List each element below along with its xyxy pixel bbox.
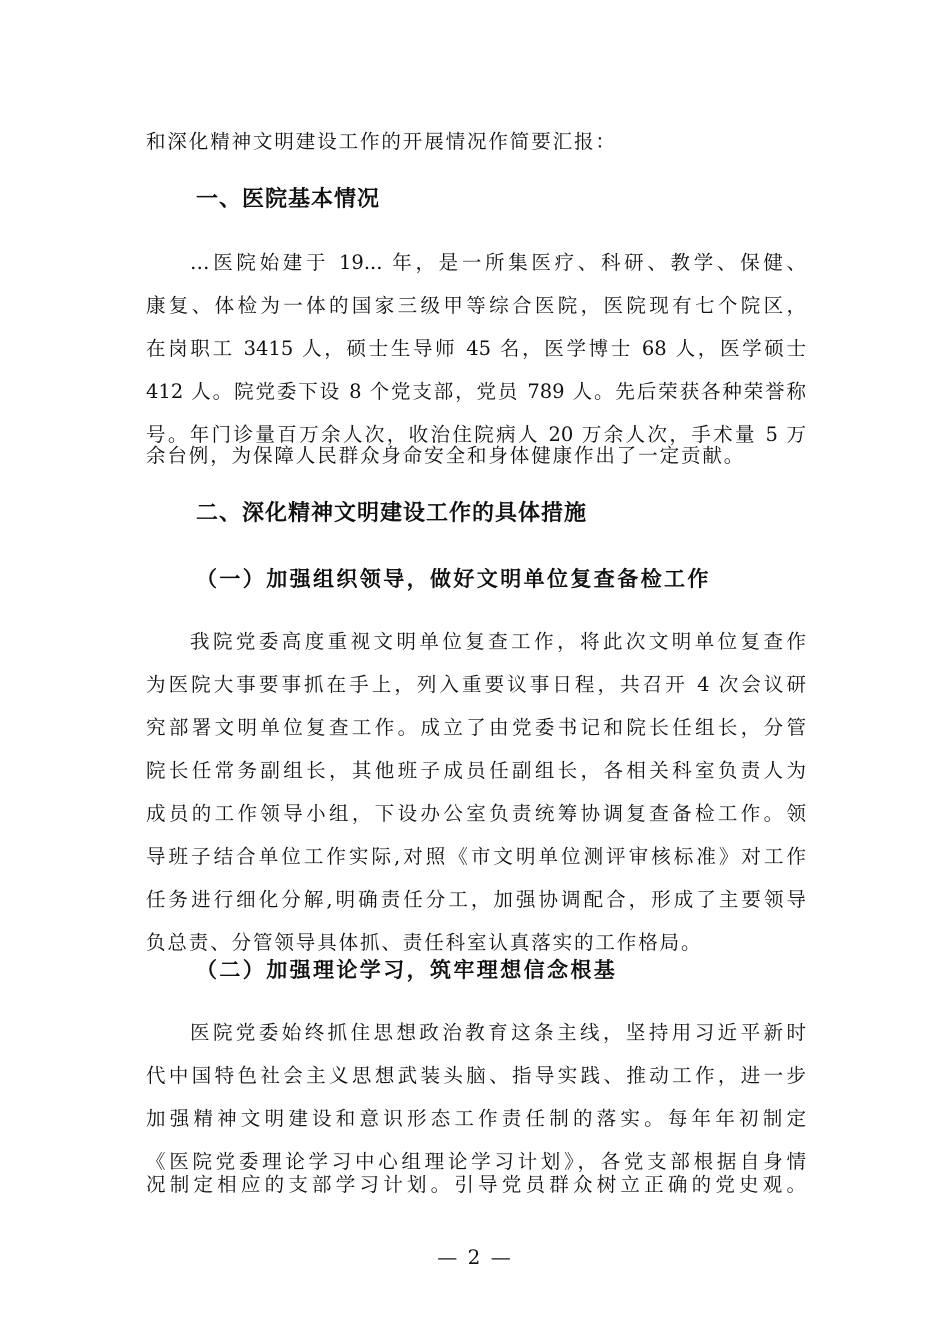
paragraph-line: 康复、体检为一体的国家三级甲等综合医院，医院现有七个院区， — [146, 294, 806, 317]
paragraph-line: 医院党委始终抓住思想政治教育这条主线，坚持用习近平新时 — [190, 1021, 806, 1044]
paragraph-line: 导班子结合单位工作实际,对照《市文明单位测评审核标准》对工作 — [146, 845, 806, 868]
subsection-heading-theory-study: （二）加强理论学习，筑牢理想信念根基 — [196, 957, 618, 982]
paragraph-line: 成员的工作领导小组，下设办公室负责统筹协调复查备检工作。领 — [146, 802, 806, 825]
subsection-heading-organization: （一）加强组织领导，做好文明单位复查备检工作 — [196, 566, 711, 591]
paragraph-line: 加强精神文明建设和意识形态工作责任制的落实。每年年初制定 — [146, 1107, 806, 1130]
paragraph-line: 况制定相应的支部学习计划。引导党员群众树立正确的党史观。 — [146, 1173, 806, 1196]
paragraph-line: 号。年门诊量百万余人次，收治住院病人 20 万余人次，手术量 5 万 — [146, 423, 806, 446]
page-number: — 2 — — [437, 1245, 513, 1269]
paragraph-line: 究部署文明单位复查工作。成立了由党委书记和院长任组长，分管 — [146, 716, 806, 739]
paragraph-line: 任务进行细化分解,明确责任分工，加强协调配合，形成了主要领导 — [146, 888, 806, 911]
section-heading-measures: 二、深化精神文明建设工作的具体措施 — [196, 501, 588, 526]
paragraph-line: 代中国特色社会主义思想武装头脑、指导实践、推动工作，进一步 — [146, 1064, 806, 1087]
paragraph-line: 为医院大事要事抓在手上，列入重要议事日程，共召开 4 次会议研 — [146, 673, 806, 696]
paragraph-line: 余台例，为保障人民群众身命安全和身体健康作出了一定贡献。 — [146, 444, 746, 467]
paragraph-line: 412 人。院党委下设 8 个党支部，党员 789 人。先后荣获各种荣誉称 — [146, 380, 806, 403]
intro-text: 和深化精神文明建设工作的开展情况作简要汇报： — [146, 130, 617, 153]
paragraph-line: 负总责、分管领导具体抓、责任科室认真落实的工作格局。 — [146, 931, 703, 954]
section-heading-basic-info: 一、医院基本情况 — [196, 187, 381, 212]
paragraph-line: 《医院党委理论学习中心组理论学习计划》，各党支部根据自身情 — [146, 1150, 806, 1173]
paragraph-line: 我院党委高度重视文明单位复查工作，将此次文明单位复查作 — [190, 630, 806, 653]
paragraph-line: 在岗职工 3415 人，硕士生导师 45 名，医学博士 68 人，医学硕士 — [146, 337, 806, 360]
paragraph-line: …医院始建于 19... 年，是一所集医疗、科研、教学、保健、 — [190, 251, 806, 274]
paragraph-line: 院长任常务副组长，其他班子成员任副组长，各相关科室负责人为 — [146, 759, 806, 782]
